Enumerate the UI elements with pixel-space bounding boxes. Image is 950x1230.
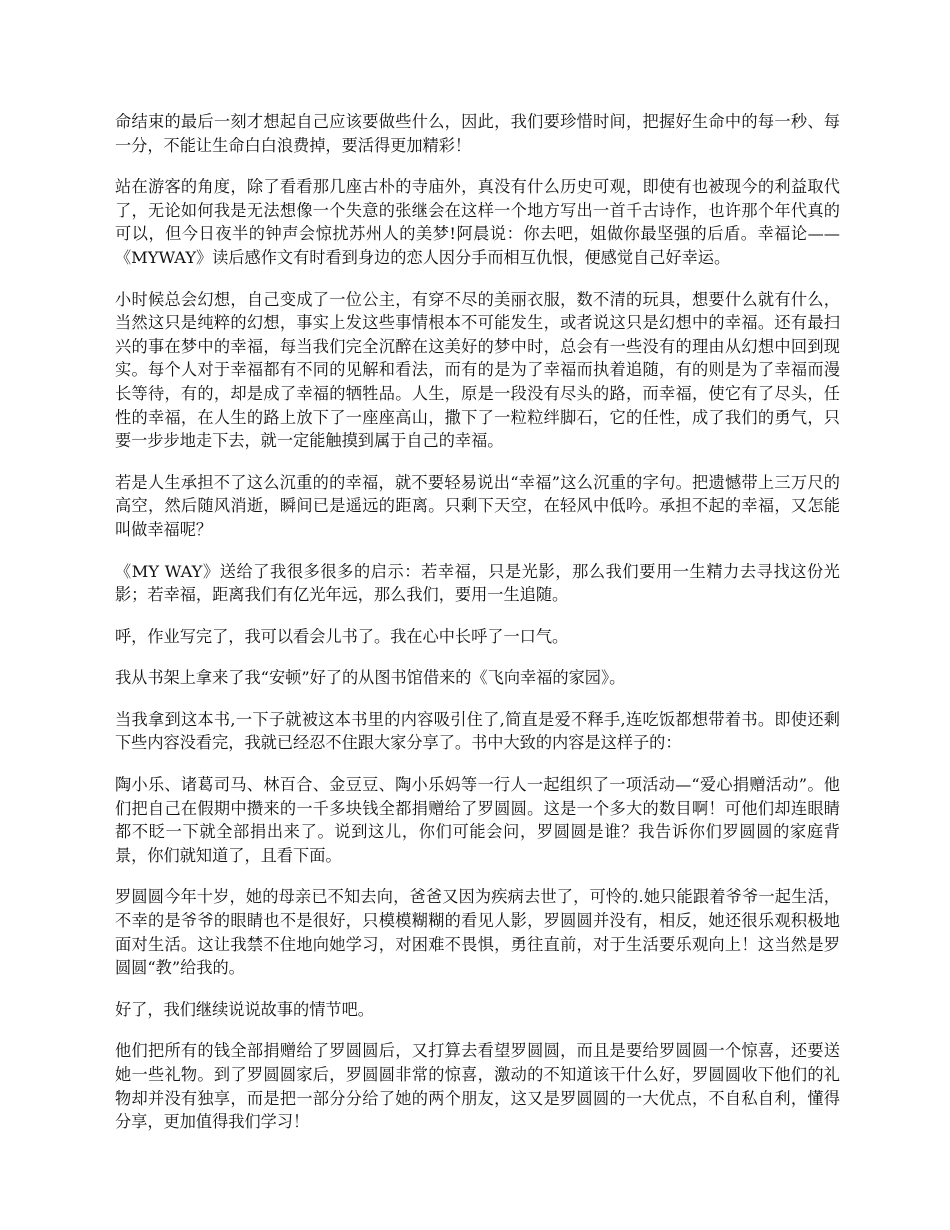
paragraph: 呼，作业写完了，我可以看会儿书了。我在心中长呼了一口气。 [115, 626, 569, 646]
paragraph: 当我拿到这本书,一下子就被这本书里的内容吸引住了,简直是爱不释手,连吃饭都想带着书。即使还剩下些内容没看完，我就已经忍不住跟大家分享了。书中大致的内容是这样子的： [115, 709, 840, 753]
paragraph: 我从书架上拿来了我“安顿”好了的从图书馆借来的《飞向幸福的家园》。 [115, 668, 626, 688]
paragraph: 《MY WAY》送给了我很多很多的启示：若幸福，只是光影，那么我们要用一生精力去寻找这份光影；若幸福，距离我们有亿光年远，那么我们，要用一生追随。 [115, 561, 840, 605]
paragraph: 他们把所有的钱全部捐赠给了罗圆圆后，又打算去看望罗圆圆，而且是要给罗圆圆一个惊喜，还要送她一些礼物。到了罗圆圆家后，罗圆圆非常的惊喜，激动的不知道该干什么好，罗圆圆收下他们的礼物却并没有独享，而是把一部分分给了她的两个朋友，这又是罗圆圆的一大优点，不自私自利，懂得分享，更加值得我们学习！ [115, 1041, 840, 1132]
paragraph: 若是人生承担不了这么沉重的的幸福，就不要轻易说出“幸福”这么沉重的字句。把遗憾带上三万尺的高空，然后随风消逝，瞬间已是遥远的距离。只剩下天空，在轻风中低吟。承担不起的幸福，又怎能叫做幸福呢？ [115, 472, 840, 539]
document-page [115, 110, 840, 1152]
paragraph: 站在游客的角度，除了看看那几座古朴的寺庙外，真没有什么历史可观，即使有也被现今的利益取代了，无论如何我是无法想像一个失意的张继会在这样一个地方写出一首千古诗作，也许那个年代真的可以，但今日夜半的钟声会惊扰苏州人的美梦!阿晨说：你去吧，姐做你最坚强的后盾。幸福论——《MYWAY》读后感作文有时看到身边的恋人因分手而相互仇恨，便感觉自己好幸运。 [115, 177, 840, 267]
paragraph: 小时候总会幻想，自己变成了一位公主，有穿不尽的美丽衣服，数不清的玩具，想要什么就有什么，当然这只是纯粹的幻想，事实上发这些事情根本不可能发生，或者说这只是幻想中的幸福。还有最扫兴的事在梦中的幸福，每当我们完全沉醉在这美好的梦中时，总会有一些没有的理由从幻想中回到现实。每个人对于幸福都有不同的见解和看法，而有的是为了幸福而执着追随，有的则是为了幸福而漫长等待，有的，却是成了幸福的牺牲品。人生，原是一段没有尽头的路，而幸福，使它有了尽头，任性的幸福，在人生的路上放下了一座座高山，撒下了一粒粒绊脚石，它的任性，成了我们的勇气，只要一步步地走下去，就一定能触摸到属于自己的幸福。 [115, 289, 840, 451]
paragraph: 命结束的最后一刻才想起自己应该要做些什么，因此，我们要珍惜时间，把握好生命中的每一秒、每一分，不能让生命白白浪费掉，要活得更加精彩！ [115, 112, 840, 155]
paragraph: 好了，我们继续说说故事的情节吧。 [115, 999, 374, 1019]
paragraph: 罗圆圆今年十岁，她的母亲已不知去向，爸爸又因为疾病去世了，可怜的.她只能跟着爷爷一起生活，不幸的是爷爷的眼睛也不是很好，只模模糊糊的看见人影，罗圆圆并没有，相反，她还很乐观积极地面对生活。这让我禁不住地向她学习，对困难不畏惧，勇往直前，对于生活要乐观向上！这当然是罗圆圆“教”给我的。 [115, 887, 840, 978]
paragraph: 陶小乐、诸葛司马、林百合、金豆豆、陶小乐妈等一行人一起组织了一项活动—“爱心捐赠活动”。他们把自己在假期中攒来的一千多块钱全都捐赠给了罗圆圆。这是一个多大的数目啊！可他们却连眼睛都不眨一下就全部捐出来了。说到这儿，你们可能会问，罗圆圆是谁？我告诉你们罗圆圆的家庭背景，你们就知道了，且看下面。 [115, 775, 840, 865]
